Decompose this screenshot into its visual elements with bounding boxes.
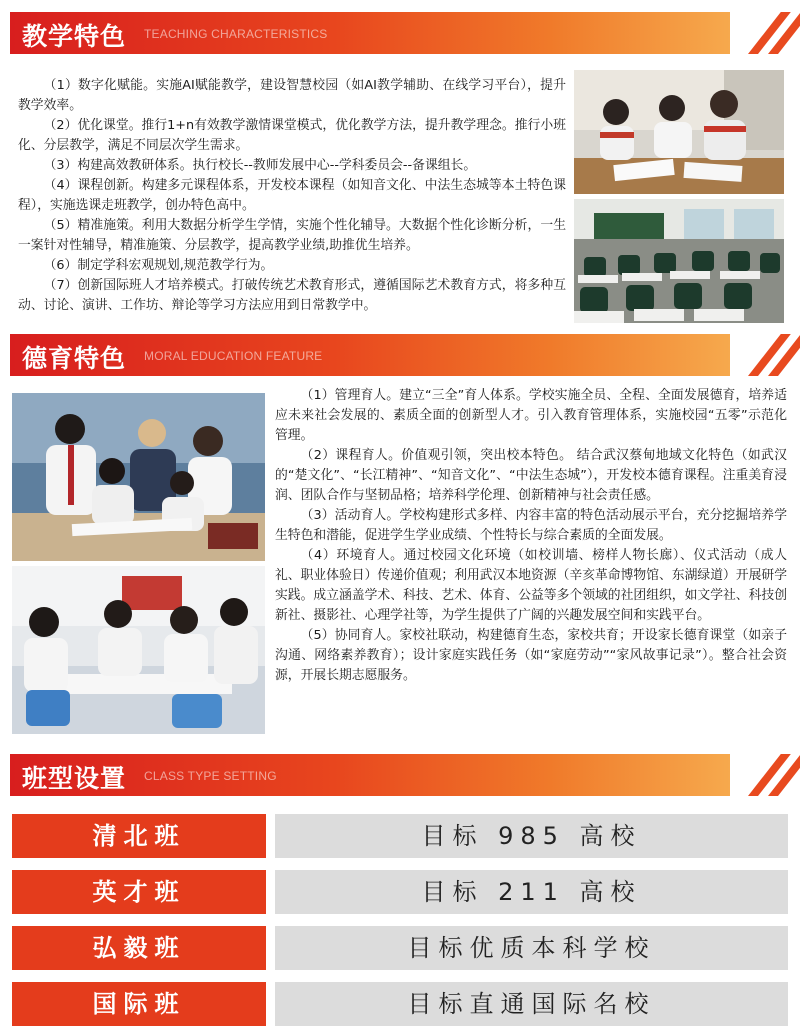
section-title: 班型设置 bbox=[22, 764, 127, 793]
moral-item: （5）协同育人。家校社联动，构建德育生态，家校共育；开设家长德育课堂（如亲子沟通、网络素养教育）；设计家庭实践任务（如“家庭劳动”“家风故事记录”）。整合社会资源，开展长期志愿服务。 bbox=[275, 628, 787, 683]
section-banner-class bbox=[10, 754, 790, 796]
class-target: 目标 211 高校 bbox=[275, 870, 788, 914]
moral-item: （2）课程育人。价值观引领，突出校本特色。 结合武汉蔡甸地域文化特色（如武汉的“楚文化”、“长江精神”、“知音文化”、“中法生态城”），开发校本德育课程。注重美育浸润、团队合作与坚韧品格；培养科学伦理、创新精神与社会责任感。 bbox=[275, 448, 787, 503]
section-subtitle: TEACHING CHARACTERISTICS bbox=[144, 27, 328, 41]
section-banner-teaching bbox=[10, 12, 790, 54]
photo-students-studying bbox=[574, 70, 784, 194]
teaching-item: （7）创新国际班人才培养模式。打破传统艺术教育形式，遵循国际艺术教育方式，将多种互动、讨论、演讲、工作坊、辩论等学习方法应用到日常教学中。 bbox=[18, 278, 566, 313]
photo-group-discussion bbox=[12, 566, 265, 734]
class-target: 目标优质本科学校 bbox=[275, 926, 788, 970]
class-name: 清北班 bbox=[12, 814, 266, 858]
teaching-item: （5）精准施策。利用大数据分析学生学情，实施个性化辅导。大数据个性化诊断分析，一生一案针对性辅导，精准施策、分层教学，提高教学业绩,助推优生培养。 bbox=[18, 218, 566, 253]
teaching-item: （6）制定学科宏观规划,规范教学行为。 bbox=[43, 258, 274, 273]
photo-teacher-students bbox=[12, 393, 265, 561]
teaching-item: （4）课程创新。构建多元课程体系，开发校本课程（如知音文化、中法生态城等本土特色课程），实施选课走班教学，创办特色高中。 bbox=[18, 178, 566, 213]
moral-item: （3）活动育人。学校构建形式多样、内容丰富的特色活动展示平台，充分挖掘培养学生特色和潜能，促进学生学业成绩、个性特长与综合素质的全面发展。 bbox=[275, 508, 787, 543]
section-title: 教学特色 bbox=[22, 22, 127, 51]
moral-item: （1）管理育人。建立“三全”育人体系。学校实施全员、全程、全面发展德育，培养适应未来社会发展的、素质全面的创新型人才。引入教育管理体系，实施校园“五零”示范化管理。 bbox=[275, 388, 787, 443]
class-target: 目标直通国际名校 bbox=[275, 982, 788, 1026]
class-name: 英才班 bbox=[12, 870, 266, 914]
section-title: 德育特色 bbox=[22, 344, 127, 373]
teaching-item: （3）构建高效教研体系。执行校长--教师发展中心--学科委员会--备课组长。 bbox=[43, 158, 477, 173]
moral-text bbox=[275, 386, 787, 686]
photo-classroom bbox=[574, 199, 784, 323]
class-name: 国际班 bbox=[12, 982, 266, 1026]
class-target: 目标 985 高校 bbox=[275, 814, 788, 858]
section-subtitle: CLASS TYPE SETTING bbox=[144, 769, 277, 783]
teaching-item: （1）数字化赋能。实施AI赋能教学，建设智慧校园（如AI教学辅助、在线学习平台），提升教学效率。 bbox=[18, 78, 566, 113]
moral-item: （4）环境育人。通过校园文化环境（如校训墙、榜样人物长廊）、仪式活动（成人礼、职业体验日）传递价值观；利用武汉本地资源（辛亥革命博物馆、东湖绿道）开展研学实践。成立涵盖学术、科技、艺术、体育、公益等多个领域的社团组织，如文学社、科技创新社、摄影社、心理学社等，为学生提供了广阔的兴趣发展空间和实践平台。 bbox=[275, 548, 787, 623]
teaching-item: （2）优化课堂。推行1+n有效教学激情课堂模式，优化教学方法，提升教学理念。推行小班化、分层教学，满足不同层次学生需求。 bbox=[18, 118, 566, 153]
teaching-text bbox=[18, 76, 566, 316]
section-banner-moral bbox=[10, 334, 790, 376]
class-name: 弘毅班 bbox=[12, 926, 266, 970]
section-subtitle: MORAL EDUCATION FEATURE bbox=[144, 349, 323, 363]
